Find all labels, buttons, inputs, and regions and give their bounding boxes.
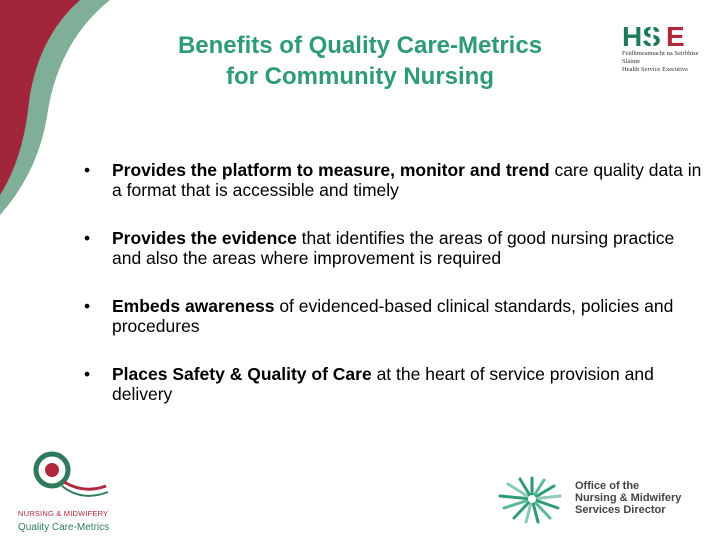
bullet-item — [84, 160, 704, 200]
bullet-item — [84, 296, 704, 336]
onmsd-line-3: Services Director — [575, 504, 666, 516]
bullet-dot: • — [84, 296, 91, 316]
bullet-list — [84, 160, 704, 432]
title-line-2: for Community Nursing — [226, 63, 494, 90]
hse-subtitle — [622, 50, 712, 74]
hse-subtitle-line-2: Health Service Executive — [622, 66, 689, 73]
title-line-1: Benefits of Quality Care-Metrics — [177, 32, 543, 59]
onmsd-line-1: Office of the — [575, 480, 640, 492]
bullet-item — [84, 228, 704, 268]
nm-logo-text-2: Quality Care-Metrics — [18, 522, 110, 533]
bullet-text: that identifies the areas of good nursing practice and also the areas where improvement is required — [112, 228, 675, 268]
svg-text:HS: HS — [622, 21, 661, 52]
hse-subtitle-line-1: Feidhmeannacht na Seirbhíse Sláinte — [622, 50, 699, 65]
bullet-bold-text: Places Safety & Quality of Care — [112, 364, 372, 384]
bullet-text: of evidenced-based clinical standards, policies and procedures — [112, 296, 674, 336]
nm-logo-text-1: NURSING & MIDWIFERY — [18, 509, 109, 518]
bullet-bold-text: Provides the evidence — [112, 228, 297, 248]
bullet-item — [84, 364, 704, 404]
bullet-dot: • — [84, 160, 91, 180]
bullet-text: care quality data in a format that is accessible and timely — [112, 160, 702, 200]
svg-text:E: E — [666, 21, 685, 52]
onmsd-line-2: Nursing & Midwifery — [575, 492, 682, 504]
bullet-dot: • — [84, 228, 91, 248]
slide-title — [110, 30, 610, 92]
onmsd-starburst-icon — [492, 474, 572, 524]
bullet-text: at the heart of service provision and delivery — [112, 364, 654, 404]
bullet-bold-text: Provides the platform to measure, monitor and trend — [112, 160, 550, 180]
bullet-bold-text: Embeds awareness — [112, 296, 275, 316]
onmsd-logo-text — [575, 480, 681, 516]
bullet-dot: • — [84, 364, 91, 384]
